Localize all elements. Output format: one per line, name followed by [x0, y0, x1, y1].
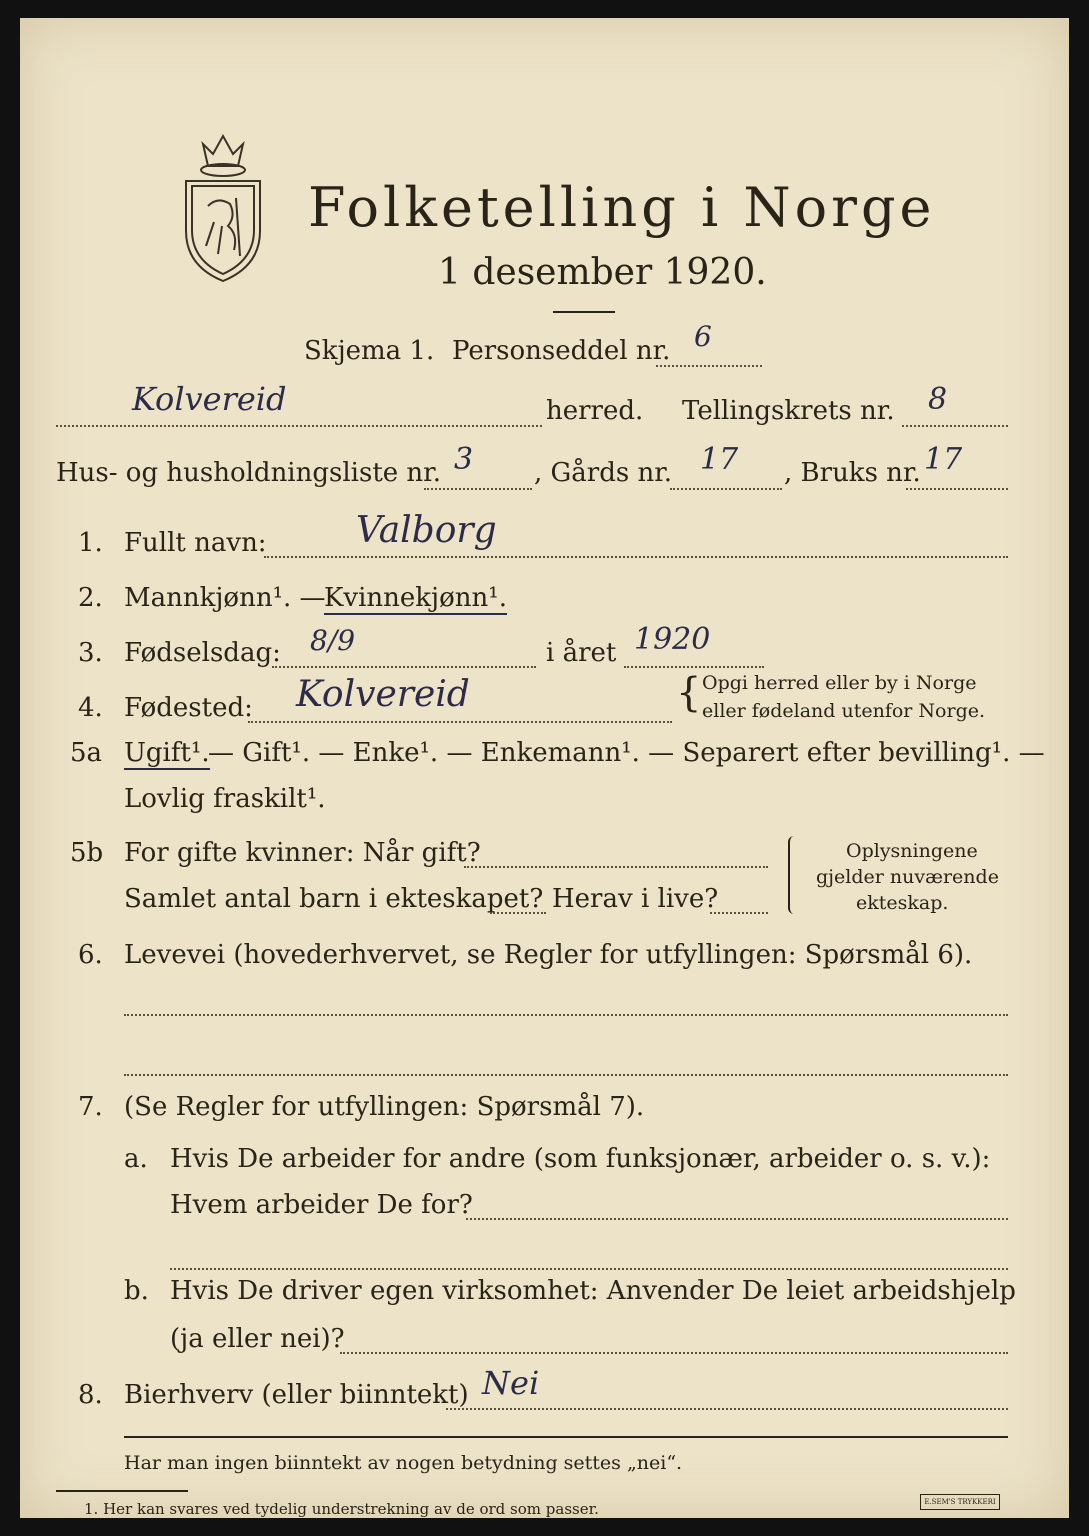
q7a-answer-line1 [466, 1218, 1008, 1220]
q8-label: Bierhverv (eller biinntekt) [124, 1380, 469, 1410]
tellingskrets-line [902, 425, 1008, 427]
q4-note-line2: eller fødeland utenfor Norge. [702, 700, 986, 722]
q3-year-value: 1920 [634, 622, 711, 657]
personseddel-value: 6 [694, 320, 712, 353]
q2-female: Kvinnekjønn¹. [324, 583, 507, 613]
q3-number: 3. [78, 638, 103, 668]
q7b-letter: b. [124, 1276, 149, 1306]
q8-number: 8. [78, 1380, 103, 1410]
q4-line [248, 721, 672, 723]
q5b-line2a: Samlet antal barn i ekteskapet? [124, 884, 544, 914]
q3-date-line [272, 666, 536, 668]
census-form-sheet [20, 18, 1069, 1518]
q5b-bracket [788, 836, 798, 914]
gards-value: 17 [700, 442, 739, 477]
q5b-children-line [490, 912, 546, 914]
q3-value: 8/9 [310, 624, 356, 657]
q5b-note2: gjelder nuværende [816, 866, 999, 888]
q4-label: Fødested: [124, 693, 253, 723]
q5a-ugift: Ugift¹. [124, 738, 210, 768]
bruks-line [906, 488, 1008, 490]
bruks-value: 17 [924, 442, 963, 477]
q3-label: Fødselsdag: [124, 638, 281, 668]
q5b-note1: Oplysningene [846, 840, 978, 862]
herred-label: herred. [546, 396, 644, 426]
q7a-letter: a. [124, 1144, 148, 1174]
q6-line2 [124, 1074, 1008, 1076]
footnote-divider [56, 1490, 188, 1492]
q7b-answer-line [340, 1352, 1008, 1354]
q4-number: 4. [78, 693, 103, 723]
coat-of-arms-icon [178, 126, 268, 286]
q5b-number: 5b [70, 838, 104, 868]
q5b-alive-line [710, 912, 768, 914]
skjema-label: Skjema 1. [304, 336, 435, 366]
form-date: 1 desember 1920. [438, 252, 767, 293]
q5a-line2: Lovlig fraskilt¹. [124, 784, 326, 814]
q2-male: Mannkjønn¹. — [124, 583, 326, 613]
printer-mark: E.SEM'S TRYKKERI [920, 1494, 1000, 1510]
footer-divider [124, 1436, 1008, 1438]
bruks-label: , Bruks nr. [784, 458, 921, 488]
q5b-line2b: Herav i live? [552, 884, 719, 914]
herred-line [56, 425, 542, 427]
footer-note: Har man ingen biinntekt av nogen betydning settes „nei“. [124, 1452, 683, 1474]
tellingskrets-label: Tellingskrets nr. [682, 396, 895, 426]
q6-line1 [124, 1014, 1008, 1016]
q7-number: 7. [78, 1092, 103, 1122]
q6-label: Levevei (hovederhvervet, se Regler for utfyllingen: Spørsmål 6). [124, 940, 973, 970]
q7b-line1: Hvis De driver egen virksomhet: Anvender De leiet arbeidshjelp [170, 1276, 1016, 1306]
q5a-number: 5a [70, 738, 103, 768]
q7a-line2: Hvem arbeider De for? [170, 1190, 473, 1220]
form-title: Folketelling i Norge [308, 176, 936, 239]
q3-year-label: i året [546, 638, 617, 668]
husliste-label: Hus- og husholdningsliste nr. [56, 458, 442, 488]
q7a-answer-line2 [170, 1268, 1008, 1270]
q1-number: 1. [78, 528, 103, 558]
q1-value: Valborg [356, 510, 497, 551]
q5b-note3: ekteskap. [856, 892, 949, 914]
gards-label: , Gårds nr. [534, 458, 673, 488]
q5b-married-line [464, 866, 768, 868]
q2-number: 2. [78, 583, 103, 613]
q1-line [264, 556, 1008, 558]
q4-value: Kolvereid [296, 674, 470, 715]
footnote: 1. Her kan svares ved tydelig understrekning av de ord som passer. [84, 1500, 599, 1518]
herred-value: Kolvereid [132, 380, 287, 418]
husliste-line [424, 488, 532, 490]
q8-value: Nei [482, 1364, 540, 1402]
q7-label: (Se Regler for utfyllingen: Spørsmål 7). [124, 1092, 645, 1122]
personseddel-line [656, 365, 762, 367]
q6-number: 6. [78, 940, 103, 970]
tellingskrets-value: 8 [928, 382, 948, 417]
q7b-line2: (ja eller nei)? [170, 1324, 345, 1354]
title-divider [553, 311, 615, 313]
q4-note-line1: Opgi herred eller by i Norge [702, 672, 977, 694]
q5b-line1: For gifte kvinner: Når gift? [124, 838, 481, 868]
gards-line [670, 488, 782, 490]
personseddel-label: Personseddel nr. [452, 336, 671, 366]
q1-label: Fullt navn: [124, 528, 267, 558]
q8-line [446, 1408, 1008, 1410]
q4-brace: { [676, 670, 702, 716]
husliste-value: 3 [454, 442, 474, 477]
q3-year-line [624, 666, 764, 668]
q5a-options: — Gift¹. — Enke¹. — Enkemann¹. — Separert efter bevilling¹. — [208, 738, 1045, 768]
q7a-line1: Hvis De arbeider for andre (som funksjonær, arbeider o. s. v.): [170, 1144, 991, 1174]
